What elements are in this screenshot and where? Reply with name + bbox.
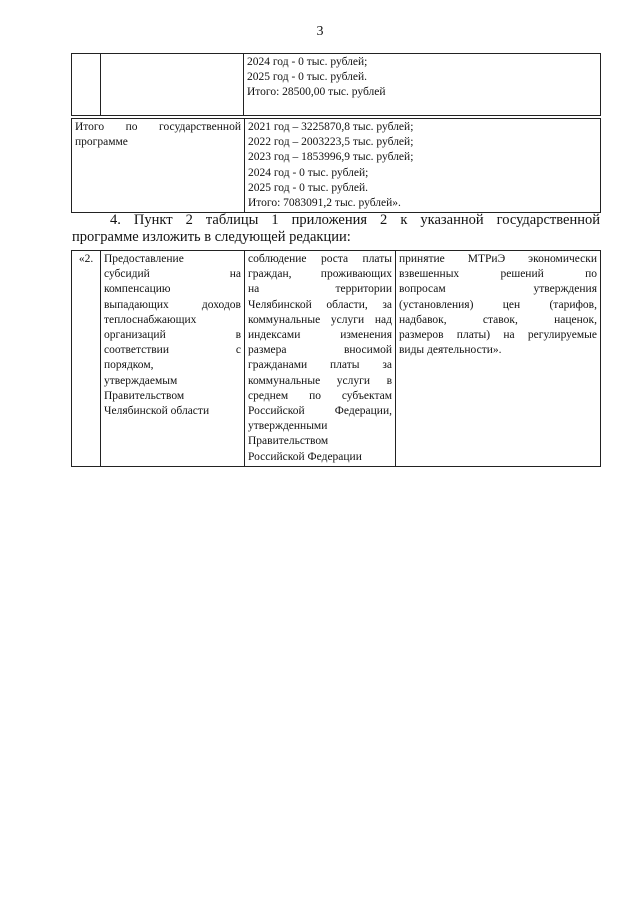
funding-cell [244, 54, 601, 116]
cell-line: Российской Федерации [248, 450, 362, 463]
cell-line: теплоснабжающих [104, 313, 197, 326]
cell-line: Правительством [248, 435, 329, 448]
table-cell-empty [101, 54, 244, 116]
cell-line: гражданами платы за [248, 359, 392, 372]
cell-line: среднем по субъектам [248, 389, 392, 402]
cell-line: утверждаемым [104, 374, 178, 387]
funding-line: 2025 год - 0 тыс. рублей. [247, 71, 368, 84]
cell-line: граждан, проживающих [248, 268, 392, 281]
cell-line: организаций в [104, 329, 241, 342]
paragraph-line: программе изложить в следующей редакции: [72, 229, 351, 245]
item-number-cell [72, 251, 101, 467]
cell-line: на территории [248, 283, 392, 296]
cell-line: компенсацию [104, 283, 171, 296]
activity-description-cell [101, 251, 245, 467]
funding-line: 2022 год – 2003223,5 тыс. рублей; [248, 136, 414, 149]
funding-line: 2021 год – 3225870,8 тыс. рублей; [248, 121, 414, 133]
total-label: программе [75, 136, 128, 149]
table-cell-empty [72, 54, 101, 116]
funding-line: Итого: 28500,00 тыс. рублей [247, 86, 386, 99]
budget-table-continued [71, 53, 601, 116]
cell-line: принятие МТРиЭ экономически [399, 253, 597, 265]
cell-line: Челябинской области, за [248, 298, 392, 311]
paragraph-line: 4. Пункт 2 таблицы 1 приложения 2 к указанной государственной [110, 212, 600, 228]
total-label-cell [72, 119, 245, 213]
cell-line: порядком, [104, 359, 154, 372]
cell-line: соответствии с [104, 344, 241, 357]
funding-line: 2024 год - 0 тыс. рублей; [247, 56, 368, 68]
cell-line: Российской Федерации, [248, 405, 392, 418]
cell-line: надбавок, ставок, наценок, [399, 313, 597, 326]
cell-line: соблюдение роста платы [248, 253, 392, 265]
amendment-paragraph [72, 212, 600, 246]
cell-line: Правительством [104, 389, 185, 402]
total-funding-cell [245, 119, 601, 213]
cell-line: вопросам утверждения [399, 283, 597, 296]
funding-line: 2023 год – 1853996,9 тыс. рублей; [248, 151, 414, 164]
cell-line: взвешенных решений по [399, 268, 597, 281]
cell-line: коммунальные услуги над [248, 313, 392, 326]
cell-line: индексами изменения [248, 329, 392, 342]
cell-line: размеров платы) на регулируемые [399, 329, 597, 342]
funding-line: 2024 год - 0 тыс. рублей; [248, 166, 369, 179]
indicator-cell [245, 251, 396, 467]
cell-line: утвержденными [248, 420, 328, 433]
result-cell [396, 251, 601, 467]
cell-line: Предоставление [104, 253, 184, 265]
program-total-table [71, 118, 601, 213]
cell-line: (установления) цен (тарифов, [399, 298, 597, 311]
page-number: 3 [316, 24, 324, 39]
cell-line: размера вносимой [248, 344, 392, 357]
cell-line: Челябинской области [104, 405, 210, 418]
cell-line: виды деятельности». [399, 344, 502, 357]
total-label: Итого по государственной [75, 121, 241, 133]
cell-line: выпадающих доходов [104, 298, 241, 311]
funding-line: Итого: 7083091,2 тыс. рублей». [248, 197, 401, 210]
cell-line: коммунальные услуги в [248, 374, 392, 387]
funding-line: 2025 год - 0 тыс. рублей. [248, 181, 369, 194]
item-number: «2. [78, 253, 94, 265]
activity-table [71, 250, 601, 467]
cell-line: субсидий на [104, 268, 241, 281]
